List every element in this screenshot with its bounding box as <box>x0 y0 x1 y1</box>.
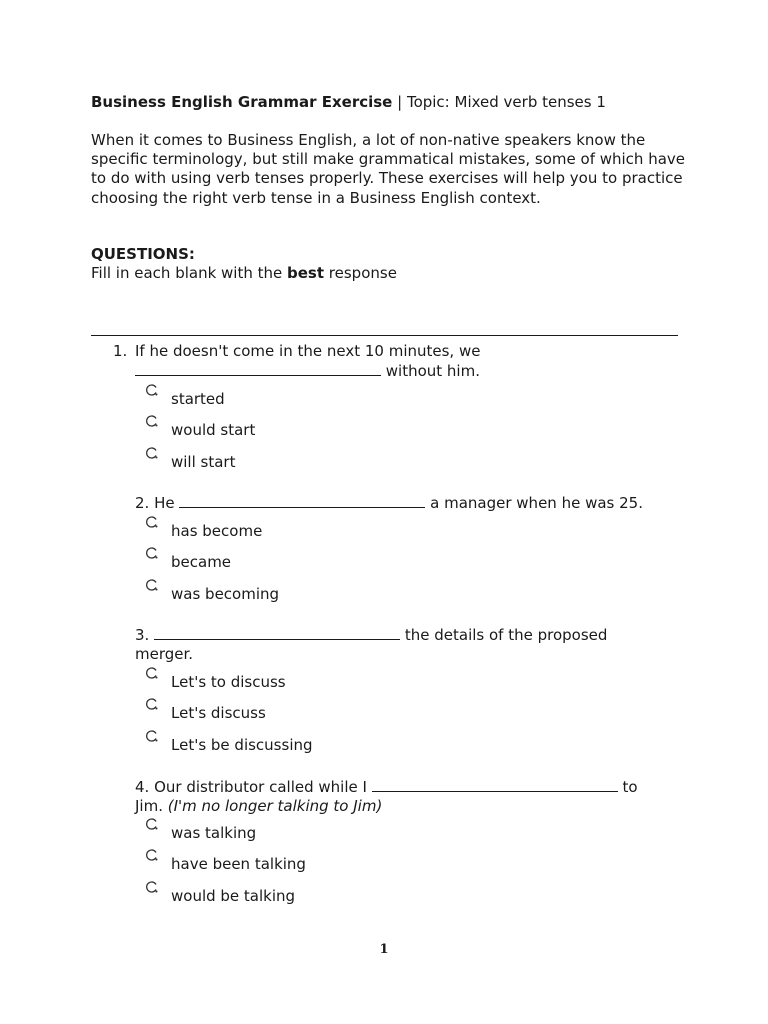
question-4-note: (I'm no longer talking to Jim) <box>167 797 383 815</box>
question-3-number: 3. <box>135 626 150 644</box>
questions-heading: QUESTIONS: <box>91 245 195 263</box>
question-2-option-3[interactable] <box>145 578 445 606</box>
question-4-number: 4. <box>135 778 150 796</box>
radio-button-icon[interactable] <box>145 880 159 894</box>
radio-button-icon[interactable] <box>145 546 159 560</box>
question-4-before: Our distributor called while I <box>154 778 372 796</box>
radio-button-icon[interactable] <box>145 578 159 592</box>
question-3-option-1[interactable] <box>145 666 445 694</box>
instruction-before: Fill in each blank with the <box>91 264 288 282</box>
radio-button-icon[interactable] <box>145 414 159 428</box>
radio-button-icon[interactable] <box>145 848 159 862</box>
option-label: became <box>171 553 232 571</box>
title-topic: | Topic: Mixed verb tenses 1 <box>392 93 606 111</box>
question-2-before: He <box>154 494 180 512</box>
instruction-text <box>91 263 397 283</box>
radio-button-icon[interactable] <box>145 817 159 831</box>
question-2-text <box>135 493 675 513</box>
option-label: was becoming <box>171 585 280 603</box>
question-4-after: to Jim. <box>135 778 638 815</box>
question-4-option-2[interactable] <box>145 848 445 876</box>
question-2-blank <box>179 493 425 508</box>
option-label: started <box>171 390 225 408</box>
question-4-blank <box>372 777 618 792</box>
option-label: Let's be discussing <box>171 736 313 754</box>
question-3-option-2[interactable] <box>145 697 445 725</box>
option-label: have been talking <box>171 855 306 873</box>
radio-button-icon[interactable] <box>145 729 159 743</box>
title-bold: Business English Grammar Exercise <box>91 93 393 111</box>
question-1-option-3[interactable] <box>145 446 445 474</box>
question-1-option-2[interactable] <box>145 414 445 442</box>
radio-button-icon[interactable] <box>145 515 159 529</box>
option-label: has become <box>171 522 263 540</box>
question-1-text <box>135 342 675 381</box>
question-1-before: If he doesn't come in the next 10 minutes, we <box>135 342 481 360</box>
radio-button-icon[interactable] <box>145 383 159 397</box>
radio-button-icon[interactable] <box>145 697 159 711</box>
question-2-after: a manager when he was 25. <box>425 494 643 512</box>
horizontal-rule <box>91 335 678 336</box>
radio-button-icon[interactable] <box>145 666 159 680</box>
question-1-number: 1. <box>113 342 128 360</box>
option-label: Let's to discuss <box>171 673 286 691</box>
page-number: 1 <box>379 942 389 957</box>
question-3-option-3[interactable] <box>145 729 445 757</box>
question-1-blank <box>135 361 381 376</box>
question-4-text <box>135 777 660 816</box>
question-2-option-1[interactable] <box>145 515 445 543</box>
question-3-after: the details of the proposed merger. <box>135 626 608 663</box>
option-label: Let's discuss <box>171 704 266 722</box>
radio-button-icon[interactable] <box>145 446 159 460</box>
question-1-option-1[interactable] <box>145 383 445 411</box>
option-label: would start <box>171 421 256 439</box>
question-2-option-2[interactable] <box>145 546 445 574</box>
page-title <box>91 92 711 112</box>
question-1-after: without him. <box>381 362 480 380</box>
option-label: will start <box>171 453 236 471</box>
question-3-blank <box>154 625 400 640</box>
question-3-text <box>135 625 635 664</box>
option-label: was talking <box>171 824 257 842</box>
question-4-option-3[interactable] <box>145 880 445 908</box>
question-4-option-1[interactable] <box>145 817 445 845</box>
question-2-number: 2. <box>135 494 150 512</box>
instruction-after: response <box>324 264 397 282</box>
intro-paragraph: When it comes to Business English, a lot of non-native speakers know the specific terminology, but still make grammatical mistakes, some of which have to do with using verb tenses properly. These exercises will help you to practice choosing the right verb tense in a Business English context. <box>91 131 686 207</box>
option-label: would be talking <box>171 887 296 905</box>
instruction-bold: best <box>287 264 325 282</box>
